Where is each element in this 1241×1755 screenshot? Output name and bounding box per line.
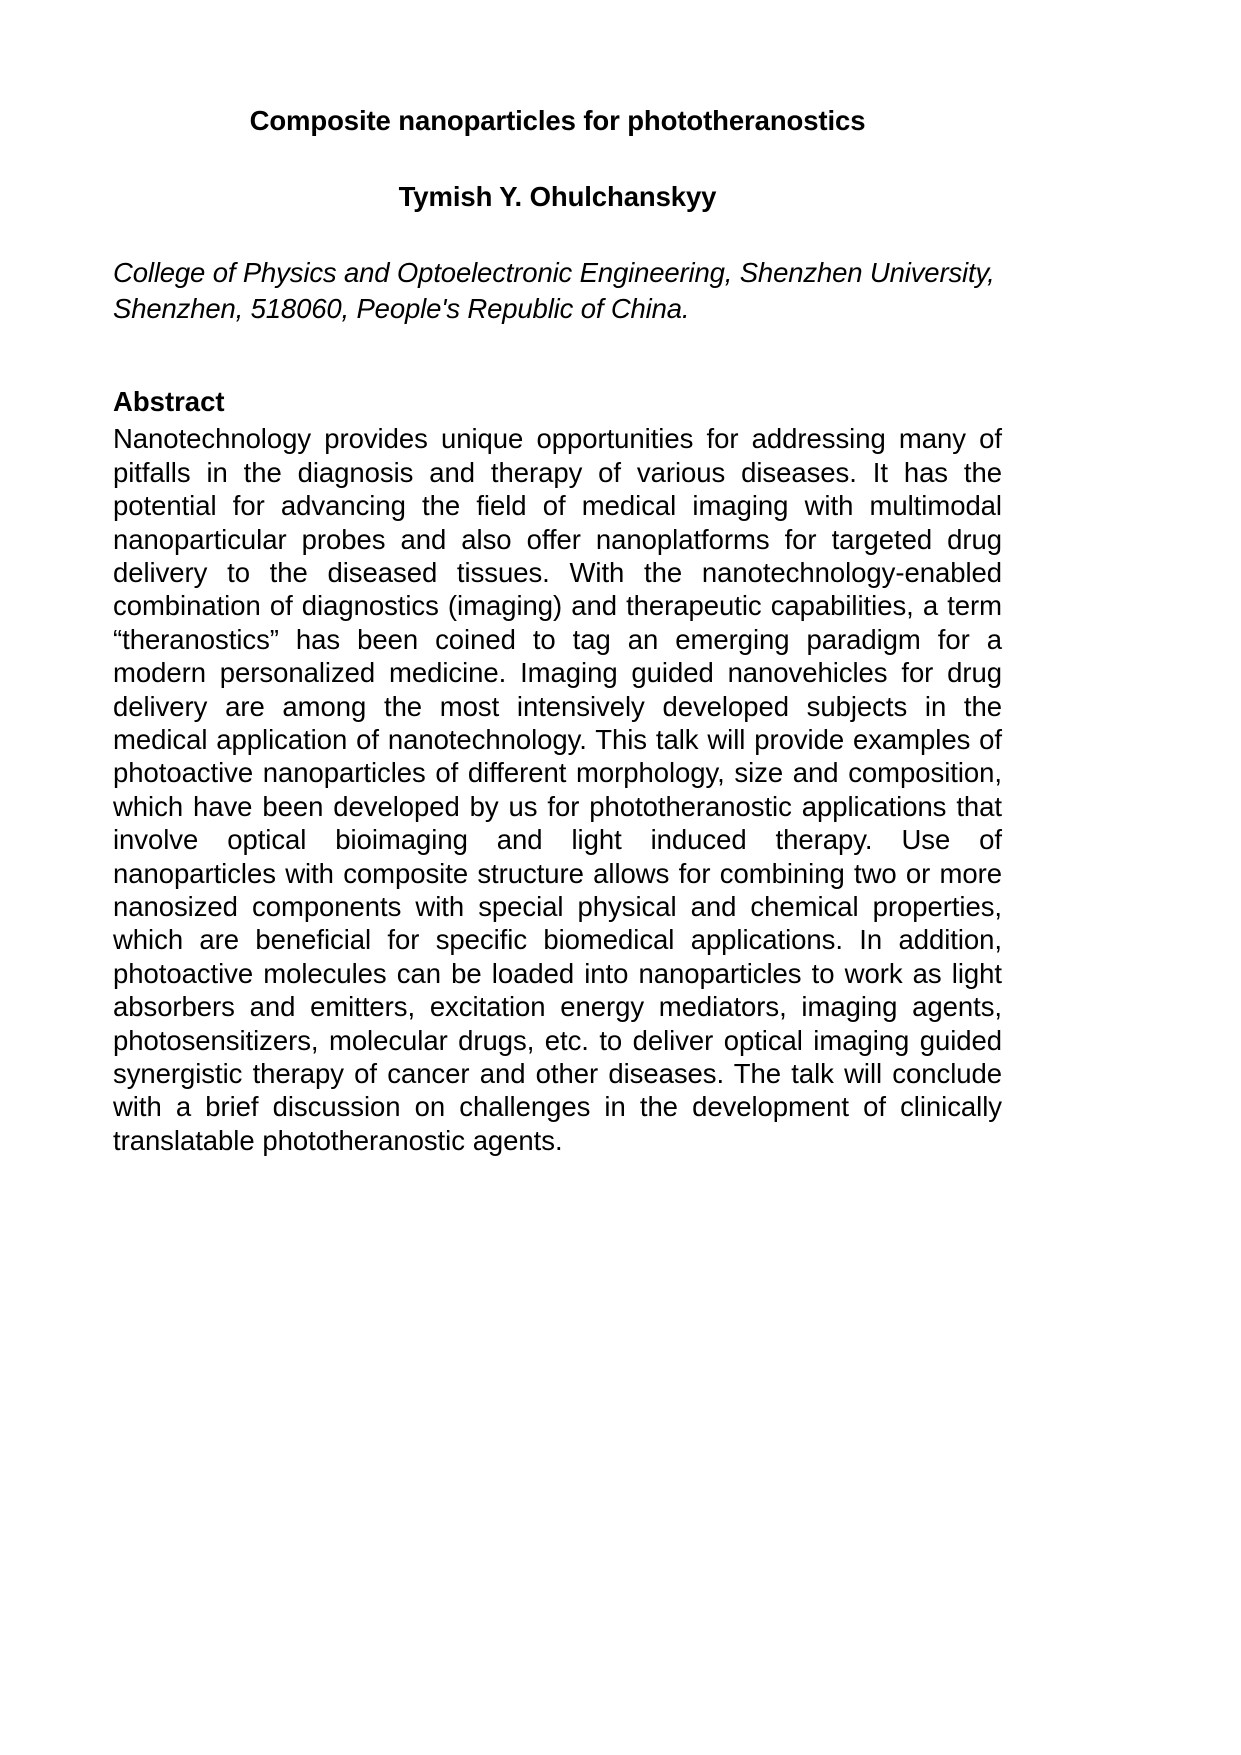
abstract-heading: Abstract xyxy=(113,386,225,418)
author-name: Tymish Y. Ohulchanskyy xyxy=(398,181,717,213)
author-affiliation: College of Physics and Optoelectronic Engineering, Shenzhen University, Shenzhen, 518060, People's Republic of China. xyxy=(113,256,995,325)
page-title: Composite nanoparticles for phototheranostics xyxy=(249,105,866,136)
document-content xyxy=(113,0,1002,1157)
abstract-paragraph: Nanotechnology provides unique opportunities for addressing many of pitfalls in the diagnosis and therapy of various diseases. It has the potential for advancing the field of medical imaging with multimodal nanoparticular probes and also offer nanoplatforms for targeted drug delivery to the diseased tissues. With the nanotechnology-enabled combination of diagnostics (imaging) and therapeutic capabilities, a term “theranostics” has been coined to tag an emerging paradigm for a modern personalized medicine. Imaging guided nanovehicles for drug delivery are among the most intensively developed subjects in the medical application of nanotechnology. This talk will provide examples of photoactive nanoparticles of different morphology, size and composition, which have been developed by us for phototheranostic applications that involve optical bioimaging and light induced therapy. Use of nanoparticles with composite structure allows for combining two or more nanosized components with special physical and chemical properties, which are beneficial for specific biomedical applications. In addition, photoactive molecules can be loaded into nanoparticles to work as light absorbers and emitters, excitation energy mediators, imaging agents, photosensitizers, molecular drugs, etc. to deliver optical imaging guided synergistic therapy of cancer and other diseases. The talk will conclude with a brief discussion on challenges in the development of clinically translatable phototheranostic agents. xyxy=(113,423,1002,1156)
